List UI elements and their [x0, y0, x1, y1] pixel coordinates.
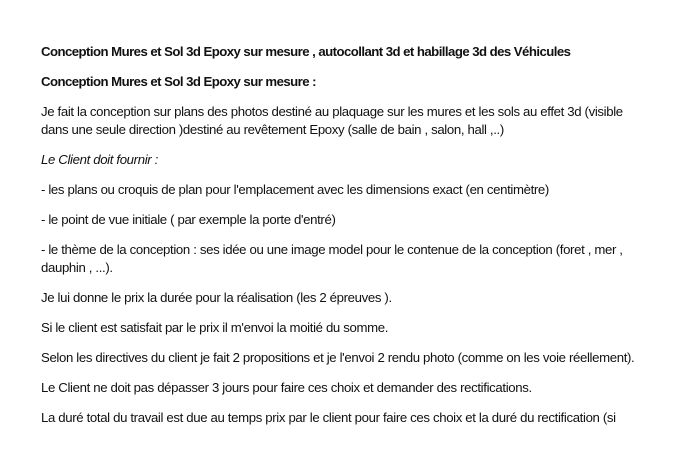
paragraph-intro: Je fait la conception sur plans des photos destiné au plaquage sur les mures et les sols au effet 3d (visible dans une seule direction )destiné au revêtement Epoxy (salle de bain , salon, hall ,..) [41, 104, 623, 137]
document-body [41, 43, 646, 439]
sub-heading: Conception Mures et Sol 3d Epoxy sur mesure : [41, 74, 316, 89]
paragraph-propositions: Selon les directives du client je fait 2 propositions et je l'envoi 2 rendu photo (comme on les voie réellement). [41, 350, 635, 365]
paragraph-price-duration: Je lui donne le prix la durée pour la réalisation (les 2 épreuves ). [41, 290, 392, 305]
list-item-theme: - le thème de la conception : ses idée ou une image model pour le contenue de la conception (foret , mer , dauphin , ...). [41, 242, 623, 275]
list-item-viewpoint: - le point de vue initiale ( par exemple la porte d'entré) [41, 212, 336, 227]
main-heading: Conception Mures et Sol 3d Epoxy sur mesure , autocollant 3d et habillage 3d des Véhicules [41, 44, 571, 59]
paragraph-payment: Si le client est satisfait par le prix il m'envoi la moitié du somme. [41, 320, 389, 335]
paragraph-deadline: Le Client ne doit pas dépasser 3 jours pour faire ces choix et demander des rectifications. [41, 380, 532, 395]
paragraph-total-duration: La duré total du travail est due au temps prix par le client pour faire ces choix et la duré du rectification (si [41, 410, 616, 425]
client-requirements-label: Le Client doit fournir : [41, 152, 158, 167]
list-item-plans: - les plans ou croquis de plan pour l'emplacement avec les dimensions exact (en centimètre) [41, 182, 549, 197]
